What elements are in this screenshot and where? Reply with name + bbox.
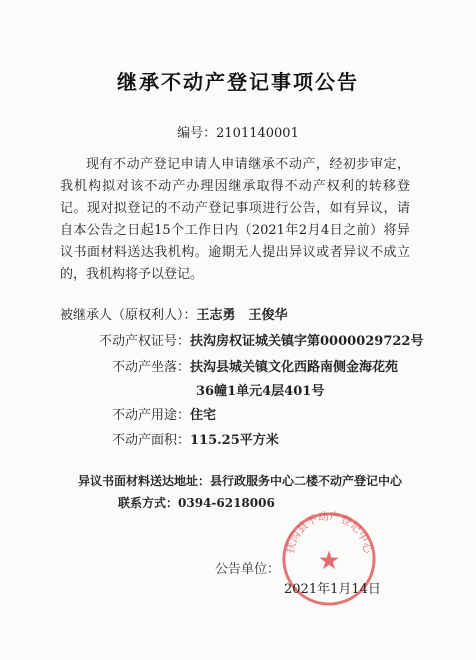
contact-address: 异议书面材料送达地址：县行政服务中心二楼不动产登记中心: [78, 474, 403, 488]
cert-label: 不动产权证号：: [99, 334, 191, 349]
contact-phone: 联系方式：0394-6218006: [118, 496, 275, 510]
area-label: 不动产面积：: [112, 433, 191, 448]
heir-row: [60, 304, 288, 323]
location-row: [112, 356, 398, 375]
area-value: 115.25平方米: [190, 433, 279, 448]
use-label: 不动产用途：: [112, 408, 191, 423]
location-line2: 36幢1单元4层401号: [196, 384, 325, 399]
location-label: 不动产坐落：: [112, 360, 191, 375]
area-row: [112, 429, 279, 448]
notice-title: 继承不动产登记事项公告: [117, 70, 359, 94]
heir-value: 王志勇 王俊华: [196, 308, 288, 323]
serial-number: 编号：2101140001: [177, 126, 299, 141]
location-row-2: [196, 380, 324, 399]
cert-value: 扶沟房权证城关镇字第0000029722号: [190, 334, 424, 349]
issuer-label: 公告单位：: [215, 562, 281, 577]
cert-row: [99, 330, 423, 349]
use-value: 住宅: [190, 408, 217, 423]
heir-label: 被继承人（原权利人）：: [60, 308, 197, 323]
location-line1: 扶沟县城关镇文化西路南侧金海花苑: [190, 360, 399, 375]
issue-date: 2021年1月14日: [284, 582, 381, 597]
use-row: [112, 404, 216, 423]
seal-star-icon: ★: [317, 545, 341, 576]
notice-body: 现有不动产登记申请人申请继承不动产，经初步审定，我机构拟对该不动产办理因继承取得不动产权利的转移登记。现对拟登记的不动产登记事项进行公告，如有异议，请自本公告之日起15个工作日内（2021年2月4日之前）将异议书面材料送达我机构。逾期无人提出异议或者异议不成立的，我机构将予以登记。: [60, 157, 410, 282]
seal-arc-text: 扶沟县不动产登记中心: [283, 510, 375, 555]
